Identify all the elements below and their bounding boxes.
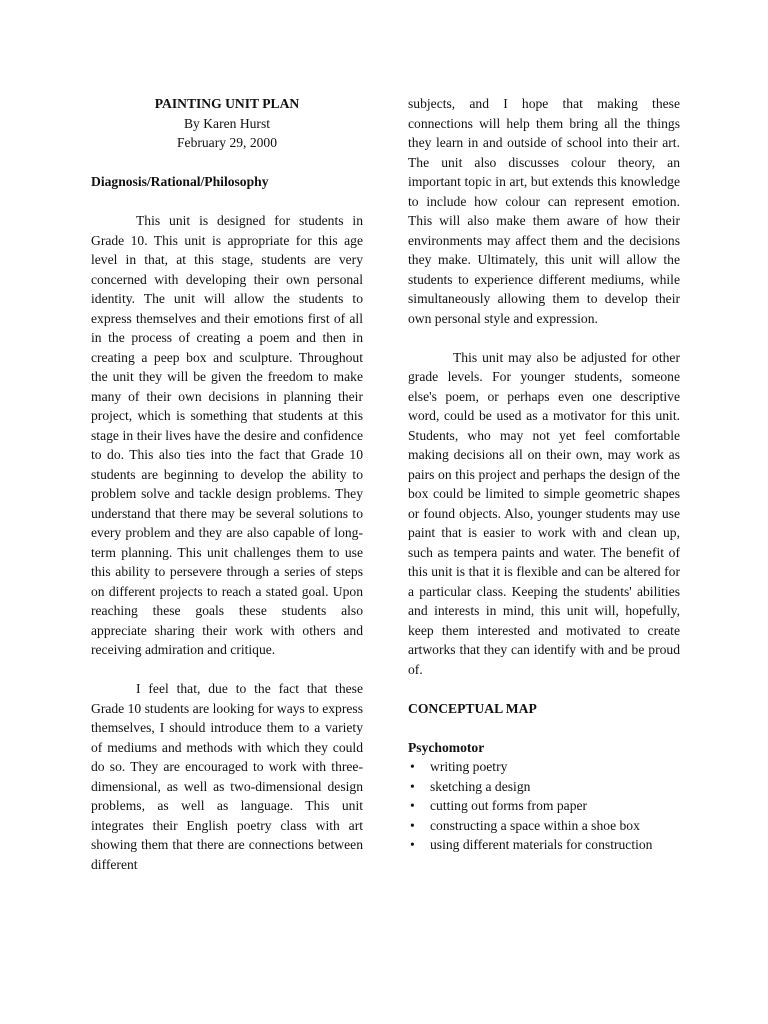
document-title: PAINTING UNIT PLAN xyxy=(154,96,300,111)
subheading-psychomotor: Psychomotor xyxy=(408,739,485,755)
paragraph-2-continued: subjects, and I hope that making these connections will help them bring all the things they learn in and outside of school into their art. The unit also discusses colour theory, an important topic in art, but extends this knowledge to include how colour can represent emotion. This will also make them aware of how their environments may affect them and the decisions they make. Ultimately, this unit will allow the students to experience different mediums, while simultaneously allowing them to develop their own personal style and expression. xyxy=(408,96,680,326)
list-item: • sketching a design xyxy=(408,777,680,797)
list-item: • using different materials for construction xyxy=(408,835,680,855)
list-item: • cutting out forms from paper xyxy=(408,796,680,816)
left-column xyxy=(91,94,363,874)
paragraph-1: This unit is designed for students in Grade 10. This unit is appropriate for this age level in that, at this stage, students are very concerned with developing their own personal identity. The unit will allow the students to express themselves and their emotions first of all in the process of creating a poem and then in creating a peep box and sculpture. Throughout the unit they will be given the freedom to make many of their own decisions in planning their project, which is something that students at this stage in their lives have the desire and confidence to do. This also ties into the fact that Grade 10 students are beginning to develop the ability to problem solve and tackle design problems. They understand that there may be several solutions to every problem and they are also capable of long-term planning. This unit challenges them to use this ability to persevere through a series of steps on different projects to reach a stated goal. Upon reaching these goals these students also appreciate sharing their work with others and receiving admiration and critique. xyxy=(91,213,363,657)
right-column xyxy=(408,94,680,855)
document-author: By Karen Hurst xyxy=(183,115,271,131)
section-heading-conceptual-map: CONCEPTUAL MAP xyxy=(408,700,537,716)
title-block xyxy=(91,94,363,153)
document-date: February 29, 2000 xyxy=(176,135,278,150)
paragraph-2: I feel that, due to the fact that these Grade 10 students are looking for ways to express themselves, I should introduce them to a variety of mediums and methods with which they could do so. They are encouraged to work with three-dimensional, as well as two-dimensional design problems, as well as language. This unit integrates their English poetry class with art showing them that there are connections between different xyxy=(91,681,363,872)
section-heading-diagnosis: Diagnosis/Rational/Philosophy xyxy=(91,174,269,189)
list-item: • writing poetry xyxy=(408,757,680,777)
paragraph-3: This unit may also be adjusted for other grade levels. For younger students, someone else's poem, or perhaps even one descriptive word, could be used as a motivator for this unit. Students, who may not yet feel comfortable making decisions all on their own, may work as pairs on this project and perhaps the design of the box could be limited to simple geometric shapes or found objects. Also, younger students may use paint that is easier to work with and clean up, such as tempera paints and water. The benefit of this unit is that it is flexible and can be altered for a particular class. Keeping the students' abilities and interests in mind, this unit will, hopefully, keep them interested and motivated to create artworks that they can identify with and be proud of. xyxy=(408,349,680,677)
list-item: • constructing a space within a shoe box xyxy=(408,816,680,836)
psychomotor-list xyxy=(408,757,680,855)
